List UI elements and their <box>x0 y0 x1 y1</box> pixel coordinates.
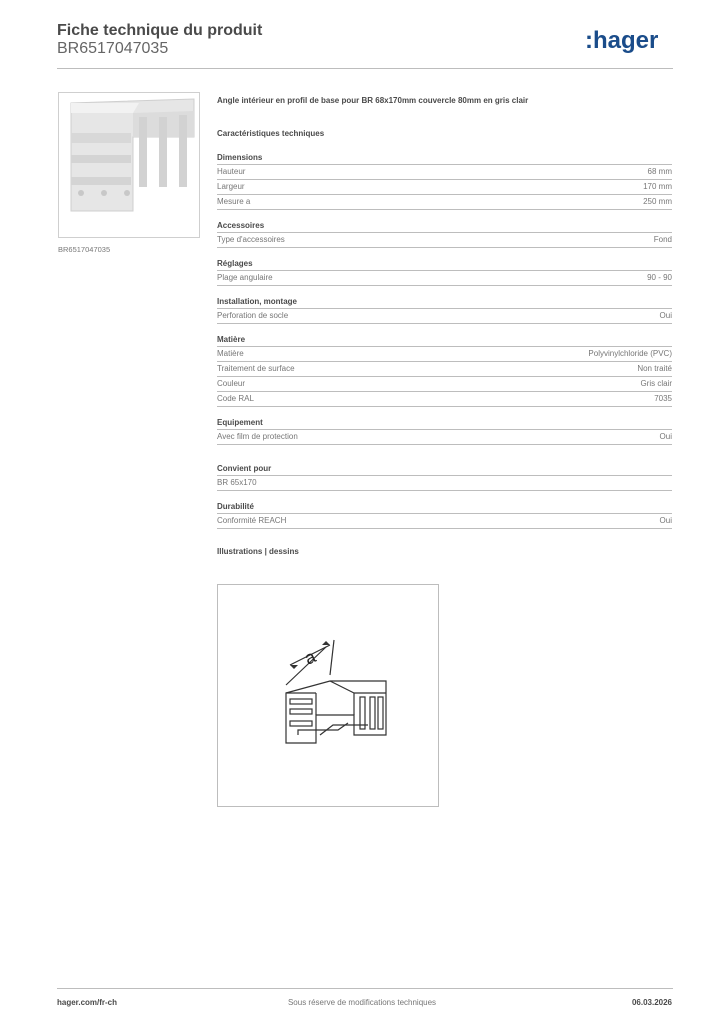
spec-row <box>217 392 672 407</box>
spec-label: Mesure a <box>217 197 251 206</box>
spec-value: 68 mm <box>647 167 672 176</box>
spec-value: 7035 <box>654 394 672 403</box>
section-convient <box>217 463 672 491</box>
spec-value: Oui <box>659 516 672 525</box>
spec-label: Plage angulaire <box>217 273 273 282</box>
product-details <box>217 96 672 556</box>
section-durabilite <box>217 501 672 529</box>
document-title: Fiche technique du produit <box>57 22 263 39</box>
spec-label: Type d'accessoires <box>217 235 285 244</box>
spec-label: Avec film de protection <box>217 432 298 441</box>
technical-drawing <box>217 584 439 807</box>
hager-logo <box>583 24 673 58</box>
spec-row <box>217 476 672 491</box>
spec-value: Polyvinylchloride (PVC) <box>588 349 672 358</box>
section-reglages <box>217 258 672 286</box>
spec-value: Oui <box>659 432 672 441</box>
section-title: Equipement <box>217 417 672 430</box>
product-reference: BR6517047035 <box>57 40 169 57</box>
spec-label: Conformité REACH <box>217 516 287 525</box>
spec-label: Matière <box>217 349 244 358</box>
spec-value: Fond <box>653 235 672 244</box>
spec-label: Code RAL <box>217 394 254 403</box>
spec-label: Couleur <box>217 379 246 388</box>
spec-row <box>217 514 672 529</box>
spec-row <box>217 165 672 180</box>
spec-label: BR 65x170 <box>217 478 257 487</box>
product-photo <box>58 92 200 238</box>
spec-row <box>217 309 672 324</box>
footer-date: 06.03.2026 <box>631 998 672 1007</box>
spec-label: Traitement de surface <box>217 364 295 373</box>
spec-row <box>217 362 672 377</box>
svg-text::hager: :hager <box>585 27 659 54</box>
footer-website[interactable]: hager.com/fr-ch <box>57 998 118 1007</box>
section-title: Réglages <box>217 258 672 271</box>
section-accessoires <box>217 220 672 248</box>
spec-value: 90 - 90 <box>647 273 672 282</box>
photo-caption: BR6517047035 <box>58 245 111 254</box>
product-description: Angle intérieur en profil de base pour BR 68x170mm couvercle 80mm en gris clair <box>217 96 529 105</box>
spec-value: 170 mm <box>643 182 672 191</box>
spec-value: Oui <box>659 311 672 320</box>
spec-row <box>217 233 672 248</box>
spec-row <box>217 271 672 286</box>
spec-row <box>217 195 672 210</box>
section-matiere <box>217 334 672 407</box>
spec-row <box>217 430 672 445</box>
dimension-label: a <box>301 646 319 669</box>
section-dimensions <box>217 152 672 210</box>
spec-value: Non traité <box>637 364 672 373</box>
section-title: Accessoires <box>217 220 672 233</box>
spec-value: Gris clair <box>640 379 672 388</box>
section-title: Convient pour <box>217 463 672 476</box>
section-title: Installation, montage <box>217 296 672 309</box>
section-installation <box>217 296 672 324</box>
illustrations-title: Illustrations | dessins <box>217 547 299 556</box>
page-header <box>57 20 673 70</box>
spec-label: Hauteur <box>217 167 246 176</box>
section-title: Durabilité <box>217 501 672 514</box>
spec-row <box>217 377 672 392</box>
footer-divider <box>57 988 673 989</box>
spec-label: Perforation de socle <box>217 311 289 320</box>
spec-value: 250 mm <box>643 197 672 206</box>
spec-row <box>217 347 672 362</box>
tech-specs-title: Caractéristiques techniques <box>217 129 325 138</box>
section-equipement <box>217 417 672 445</box>
spec-row <box>217 180 672 195</box>
header-divider <box>57 68 673 69</box>
spec-label: Largeur <box>217 182 245 191</box>
section-title: Matière <box>217 334 672 347</box>
section-title: Dimensions <box>217 152 672 165</box>
footer-notice: Sous réserve de modifications techniques <box>287 998 437 1007</box>
